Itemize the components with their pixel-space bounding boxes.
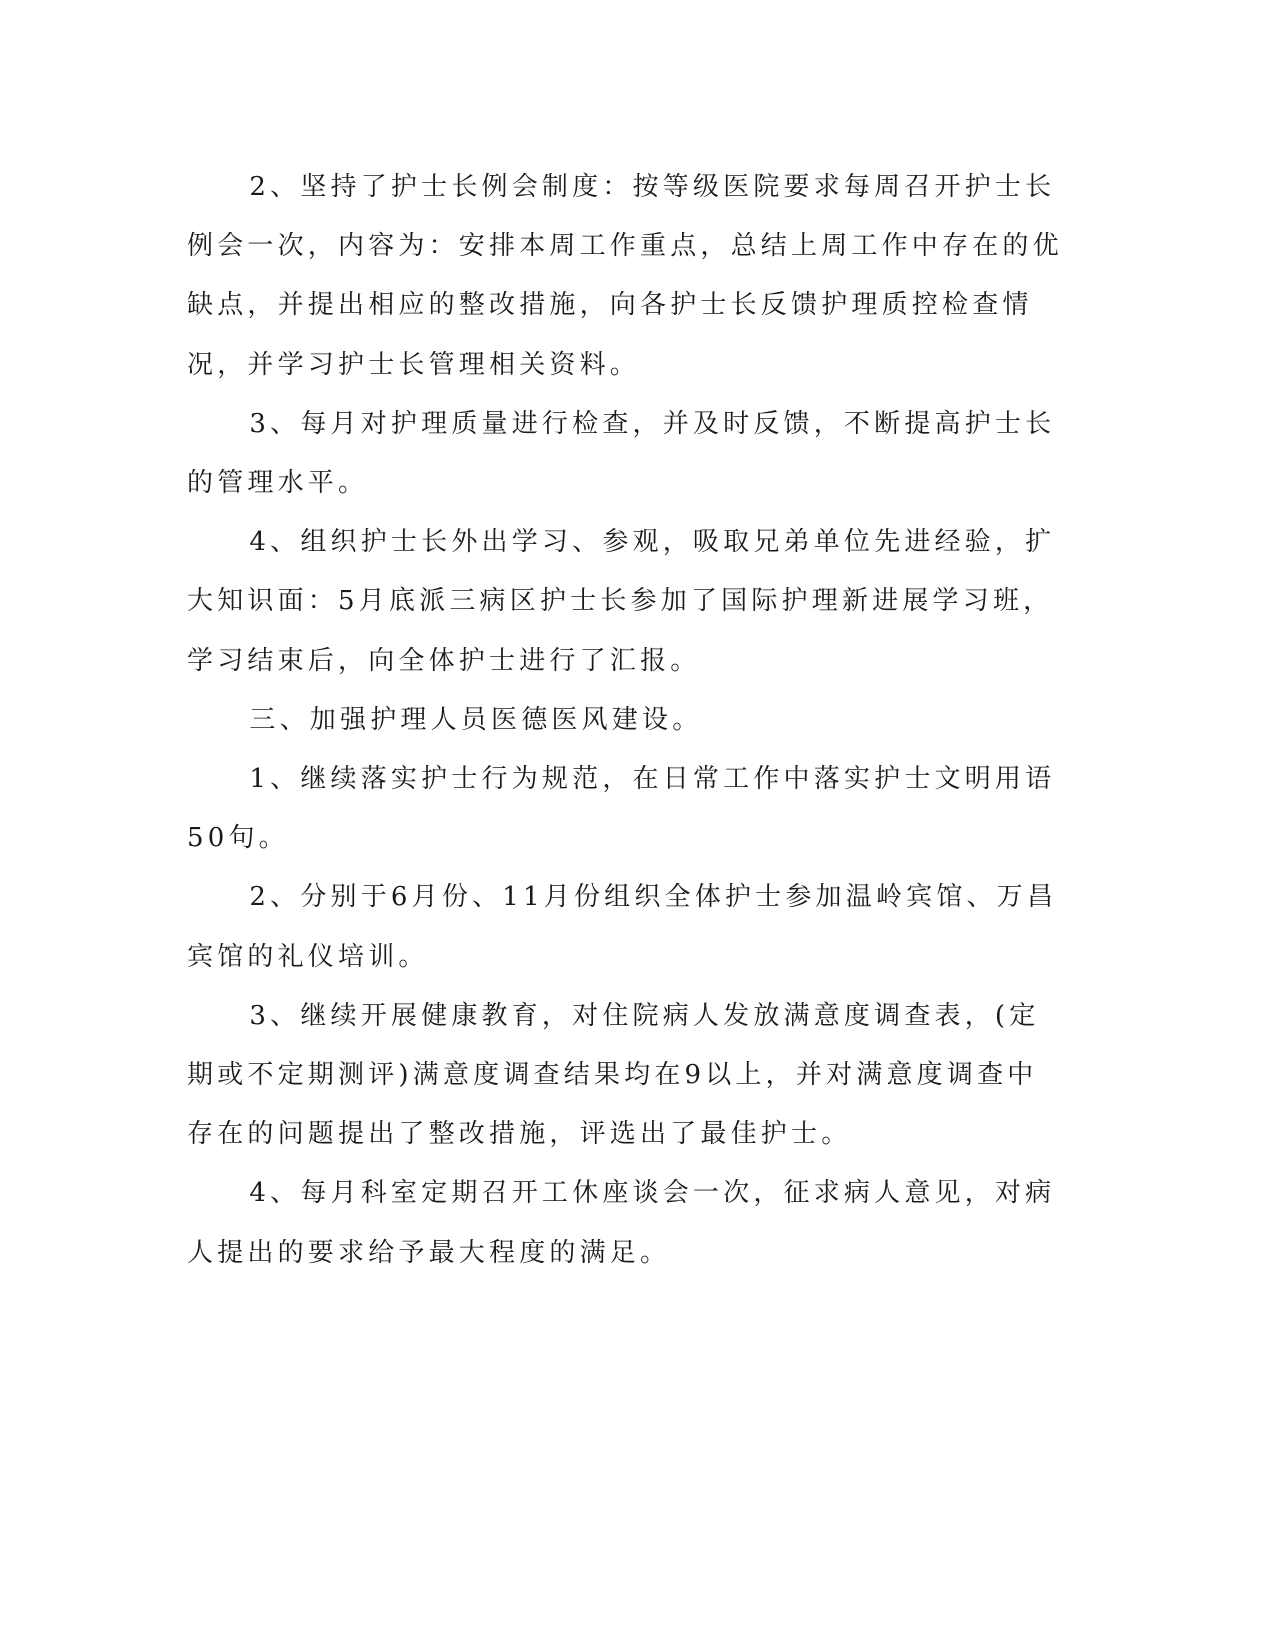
paragraph-item-4-forum: 4、每月科室定期召开工休座谈会一次，征求病人意见，对病人提出的要求给予最大程度的满足。 xyxy=(187,1178,1056,1268)
paragraph-item-3-quality-check: 3、每月对护理质量进行检查，并及时反馈，不断提高护士长的管理水平。 xyxy=(187,408,1056,499)
paragraph-item-1-conduct: 1、继续落实护士行为规范，在日常工作中落实护士文明用语50句。 xyxy=(187,764,1056,854)
paragraph-item-2-etiquette: 2、分别于6月份、11月份组织全体护士参加温岭宾馆、万昌宾馆的礼仪培训。 xyxy=(187,882,1058,972)
paragraph-item-2-meeting: 2、坚持了护士长例会制度：按等级医院要求每周召开护士长例会一次，内容为：安排本周工作重点，总结上周工作中存在的优缺点，并提出相应的整改措施，向各护士长反馈护理质控检查情况，并学习护士长管理相关资料。 xyxy=(187,172,1063,380)
document-body xyxy=(187,158,1067,1283)
section-heading-ethics: 三、加强护理人员医德医风建设。 xyxy=(249,704,703,735)
paragraph-item-3-health-education: 3、继续开展健康教育，对住院病人发放满意度调查表，(定期或不定期测评)满意度调查结果均在9以上，并对满意度调查中存在的问题提出了整改措施，评选出了最佳护士。 xyxy=(187,1000,1040,1150)
paragraph-item-4-external-study: 4、组织护士长外出学习、参观，吸取兄弟单位先进经验，扩大知识面：5月底派三病区护士长参加了国际护理新进展学习班，学习结束后，向全体护士进行了汇报。 xyxy=(187,527,1056,676)
